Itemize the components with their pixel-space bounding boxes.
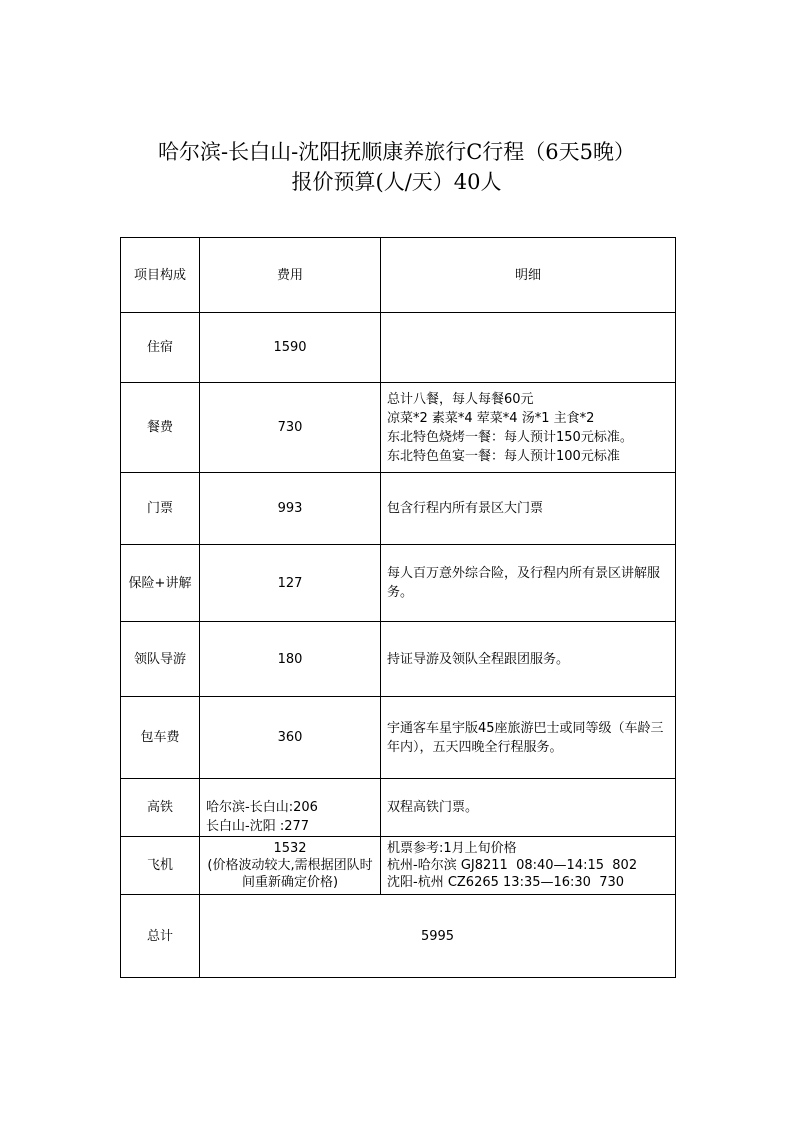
item-cell: 门票 (121, 473, 200, 545)
item-cell: 餐费 (121, 383, 200, 473)
cost-cell: 哈尔滨-长白山:206 长白山-沈阳 :277 (200, 779, 381, 837)
header-cost: 费用 (200, 238, 381, 313)
document-title: 哈尔滨-长白山-沈阳抚顺康养旅行C行程（6天5晚） (158, 140, 635, 164)
cost-cell: 730 (200, 383, 381, 473)
table-row (121, 383, 676, 473)
detail-cell: 双程高铁门票。 (381, 779, 676, 837)
detail-cell: 机票参考:1月上旬价格 杭州-哈尔滨 GJ8211 08:40—14:15 802 沈阳-杭州 CZ6265 13:35—16:30 730 (381, 837, 676, 895)
detail-cell: 包含行程内所有景区大门票 (381, 473, 676, 545)
detail-cell: 宇通客车星宇版45座旅游巴士或同等级（车龄三年内），五天四晚全行程服务。 (381, 697, 676, 779)
item-cell: 领队导游 (121, 622, 200, 697)
table-row (121, 697, 676, 779)
table-row (121, 313, 676, 383)
item-cell: 飞机 (121, 837, 200, 895)
cost-cell: 360 (200, 697, 381, 779)
total-row (121, 895, 676, 978)
total-label: 总计 (121, 895, 200, 978)
cost-cell: 1590 (200, 313, 381, 383)
table-row (121, 622, 676, 697)
table-header-row (121, 238, 676, 313)
table-row (121, 473, 676, 545)
detail-cell: 总计八餐，每人每餐60元 凉菜*2 素菜*4 荤菜*4 汤*1 主食*2 东北特色烧烤一餐：每人预计150元标准。 东北特色鱼宴一餐：每人预计100元标准 (381, 383, 676, 473)
header-detail: 明细 (381, 238, 676, 313)
detail-cell: 每人百万意外综合险，及行程内所有景区讲解服务。 (381, 545, 676, 622)
item-cell: 住宿 (121, 313, 200, 383)
quote-table (120, 237, 676, 978)
item-cell: 保险+讲解 (121, 545, 200, 622)
cost-cell: 180 (200, 622, 381, 697)
detail-cell (381, 313, 676, 383)
table-row (121, 837, 676, 895)
item-cell: 包车费 (121, 697, 200, 779)
cost-cell: 1532 (价格波动较大,需根据团队时间重新确定价格) (200, 837, 381, 895)
total-value: 5995 (200, 895, 676, 978)
table-row (121, 545, 676, 622)
document-subtitle: 报价预算(人/天）40人 (291, 170, 502, 194)
detail-cell: 持证导游及领队全程跟团服务。 (381, 622, 676, 697)
cost-cell: 993 (200, 473, 381, 545)
cost-cell: 127 (200, 545, 381, 622)
item-cell: 高铁 (121, 779, 200, 837)
header-item: 项目构成 (121, 238, 200, 313)
table-row (121, 779, 676, 837)
